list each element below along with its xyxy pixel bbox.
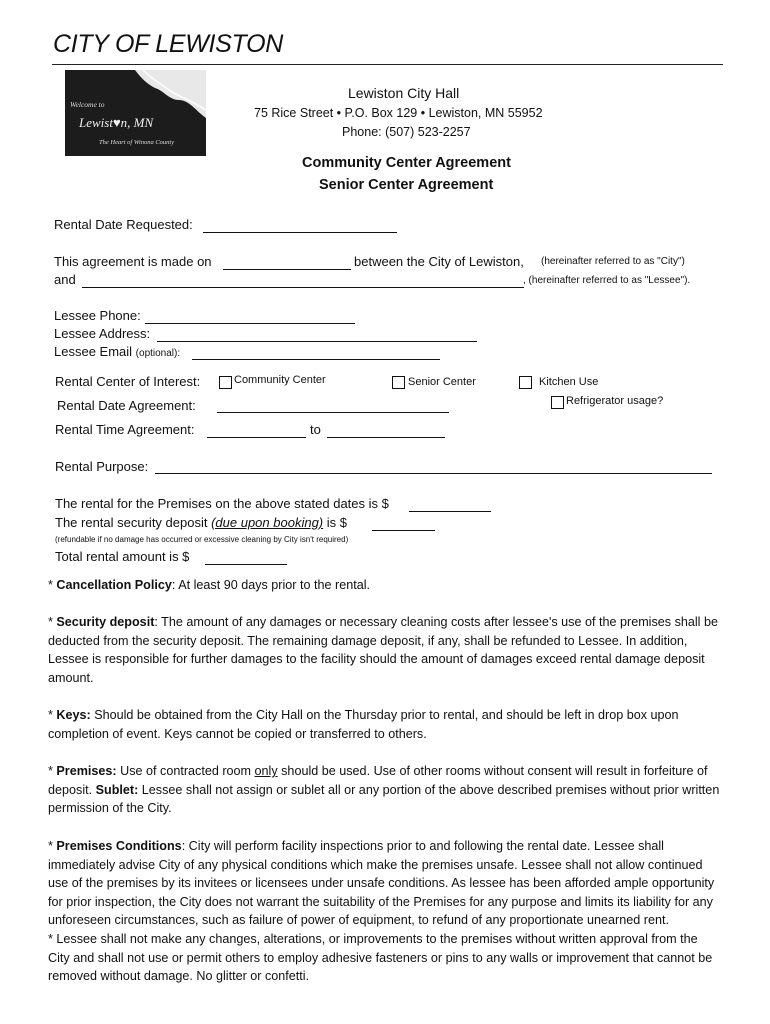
city-reference-note: (hereinafter referred to as "City") bbox=[541, 256, 685, 267]
rental-date-field[interactable] bbox=[203, 232, 397, 233]
cancellation-policy-text: : At least 90 days prior to the rental. bbox=[171, 578, 371, 592]
lessee-address-field[interactable] bbox=[157, 341, 477, 342]
logo-city-name: Lewist♥n, MN bbox=[79, 115, 154, 130]
start-time-field[interactable] bbox=[207, 437, 306, 438]
rental-purpose-label: Rental Purpose: bbox=[55, 459, 149, 474]
end-time-field[interactable] bbox=[327, 437, 445, 438]
rental-fee-field[interactable] bbox=[409, 511, 491, 512]
sublet-text: Lessee shall not assign or sublet all or any portion of the above described premises without prior written permission of the City. bbox=[48, 782, 720, 816]
hall-name: Lewiston City Hall bbox=[348, 85, 460, 101]
deposit-text-end: is $ bbox=[326, 515, 347, 530]
premises-text-start: Use of contracted room bbox=[116, 764, 255, 778]
security-deposit-policy: * Security deposit: The amount of any damages or necessary cleaning costs after lessee's use of the premises shall be deducted from the security deposit. The remaining damage deposit, if any, shall be refunded to Lessee. In addition, Lessee is responsible for further damages to the facility should the amount of damages exceed rental damage deposit amount. bbox=[48, 615, 718, 685]
cancellation-policy-title: Cancellation Policy bbox=[56, 578, 172, 592]
city-title: CITY OF LEWISTON bbox=[53, 30, 283, 58]
logo-tagline: The Heart of Winona County bbox=[99, 139, 175, 146]
premises-title: Premises: bbox=[56, 764, 117, 778]
lessee-email-label bbox=[54, 344, 180, 359]
lessee-email-field[interactable] bbox=[192, 359, 440, 360]
and-label: and bbox=[54, 272, 76, 287]
security-deposit-text: : The amount of any damages or necessary cleaning costs after lessee's use of the premises shall be deducted from the security deposit. The remaining damage deposit, if any, shall be refunded to Lessee. In addition, Lessee is responsible for further damages to the facility should the amount of damages exceed rental damage deposit amount. bbox=[48, 615, 718, 685]
lessee-phone-label: Lessee Phone: bbox=[54, 308, 141, 323]
deposit-text bbox=[55, 515, 347, 530]
community-center-checkbox[interactable] bbox=[219, 376, 232, 389]
alterations-text: Lessee shall not make any changes, alterations, or improvements to the premises without written approval from the City and shall not use or permit others to employ adhesive fasteners or pins to any walls or improvement that cannot be removed without damage. No glitter or confetti. bbox=[48, 931, 713, 984]
refrigerator-checkbox[interactable] bbox=[551, 396, 564, 409]
lessee-address-label: Lessee Address: bbox=[54, 326, 151, 341]
time-agreement-label: Rental Time Agreement: bbox=[55, 422, 195, 437]
rental-date-label: Rental Date Requested: bbox=[54, 217, 193, 232]
logo-welcome: Welcome to bbox=[70, 100, 105, 109]
hall-phone: Phone: (507) 523-2257 bbox=[342, 125, 471, 139]
rental-center-label: Rental Center of Interest: bbox=[55, 374, 201, 389]
deposit-text-start: The rental security deposit bbox=[55, 515, 208, 530]
cancellation-policy: * Cancellation Policy: At least 90 days prior to the rental. bbox=[48, 578, 371, 592]
rental-fee-text: The rental for the Premises on the above stated dates is $ bbox=[55, 496, 389, 511]
community-center-label: Community Center bbox=[234, 374, 326, 386]
time-to-label: to bbox=[310, 422, 321, 437]
agreement-title-senior: Senior Center Agreement bbox=[319, 177, 494, 193]
keys-policy: * Keys: Should be obtained from the City Hall on the Thursday prior to rental, and should be left in drop box upon completion of event. Keys cannot be copied or transferred to others. bbox=[48, 708, 679, 741]
hall-address: 75 Rice Street • P.O. Box 129 • Lewiston, MN 55952 bbox=[254, 106, 543, 120]
kitchen-use-checkbox[interactable] bbox=[519, 376, 532, 389]
city-logo bbox=[65, 70, 206, 156]
agreement-title-community: Community Center Agreement bbox=[302, 155, 511, 171]
deposit-field[interactable] bbox=[372, 530, 435, 531]
senior-center-checkbox[interactable] bbox=[392, 376, 405, 389]
date-agreement-label: Rental Date Agreement: bbox=[57, 398, 196, 413]
email-optional-note: (optional): bbox=[135, 348, 181, 359]
sublet-title: Sublet: bbox=[95, 782, 139, 797]
premises-conditions-policy: * Premises Conditions: City will perform facility inspections prior to and following the rental date. Lessee shall immediately advise City of any physical conditions which make the premises unsafe. Lessee shall not allow continued use of the premises by its invitees or licensees under unsafe conditions. As lessee has been afforded ample opportunity for prior inspection, the City does not warrant the suitability of the Premises for any purpose and limits its liability for any unforeseen circumstances, such as failure of power of equipment, to refund of any proportionate unearned rent. * Lessee shall not make any changes, alterations, or improvements to the premises without written approval from the City and shall not use or permit others to employ adhesive fasteners or pins to any walls or improvement that cannot be removed without damage. No glitter or confetti. bbox=[48, 839, 715, 984]
deposit-due-note: (due upon booking) bbox=[211, 515, 324, 530]
senior-center-label: Senior Center bbox=[408, 376, 476, 388]
between-city-text: between the City of Lewiston, bbox=[354, 254, 524, 269]
agreement-made-on-label: This agreement is made on bbox=[54, 254, 212, 269]
keys-text: Should be obtained from the City Hall on the Thursday prior to rental, and should be left in drop box upon completion of event. Keys cannot be copied or transferred to others. bbox=[48, 708, 679, 741]
premises-conditions-text: : City will perform facility inspections prior to and following the rental date. Lessee shall immediately advise City of any physical conditions which make the premises unsafe. Lessee shall not allow continued use of the premises by its invitees or licensees under unsafe conditions. As lessee has been afforded ample opportunity for prior inspection, the City does not warrant the suitability of the Premises for any purpose and limits its liability for any unforeseen circumstances, such as failure of power of equipment, to refund of any proportionate unearned rent. bbox=[48, 839, 715, 928]
premises-policy: * Premises: Use of contracted room only should be used. Use of other rooms without consent will result in forfeiture of deposit. Sublet: Lessee shall not assign or sublet all or any portion of the above described premises without prior written permission of the City. bbox=[48, 764, 720, 816]
lessee-reference-note: , (hereinafter referred to as "Lessee"). bbox=[523, 275, 691, 286]
title-underline bbox=[52, 64, 723, 65]
agreement-date-field[interactable] bbox=[223, 269, 351, 270]
refrigerator-label: Refrigerator usage? bbox=[566, 395, 664, 407]
premises-only: only bbox=[254, 764, 278, 778]
total-amount-field[interactable] bbox=[205, 564, 287, 565]
premises-conditions-title: Premises Conditions bbox=[56, 839, 182, 853]
lessee-email-text: Lessee Email bbox=[54, 344, 133, 359]
keys-title: Keys: bbox=[56, 708, 91, 722]
security-deposit-title: Security deposit bbox=[56, 615, 155, 629]
total-amount-text: Total rental amount is $ bbox=[55, 549, 190, 564]
rental-purpose-field[interactable] bbox=[155, 473, 712, 474]
lessee-name-field[interactable] bbox=[82, 287, 524, 288]
premises-text-end: should be used. Use of other rooms without consent will result in forfeiture of deposit. bbox=[48, 764, 708, 797]
deposit-refund-note: (refundable if no damage has occurred or excessive cleaning by City isn't required) bbox=[55, 535, 349, 544]
lessee-phone-field[interactable] bbox=[145, 323, 355, 324]
kitchen-use-label: Kitchen Use bbox=[539, 376, 599, 388]
date-agreement-field[interactable] bbox=[217, 412, 449, 413]
